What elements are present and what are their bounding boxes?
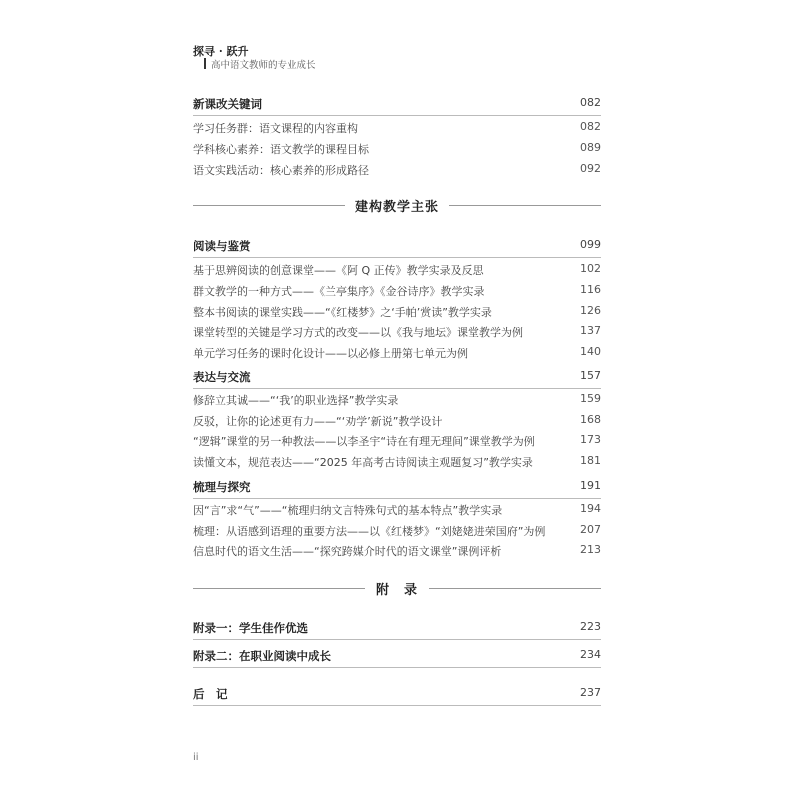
page-number: 137 bbox=[580, 324, 601, 337]
toc-entry[interactable] bbox=[193, 392, 601, 412]
part-rule-right bbox=[449, 205, 601, 206]
book-title: 探寻 · 跃升 bbox=[193, 45, 249, 58]
page-number: 181 bbox=[580, 454, 601, 467]
toc-section-new-curriculum[interactable] bbox=[193, 96, 601, 116]
toc-entry[interactable] bbox=[193, 543, 601, 563]
page-number: 082 bbox=[580, 120, 601, 133]
page-number: 140 bbox=[580, 345, 601, 358]
section-title: 附录一：学生佳作优选 bbox=[193, 621, 308, 635]
entry-title: 整本书阅读的课堂实践——“《红楼梦》之‘手帕’赏读”教学实录 bbox=[193, 306, 492, 319]
page-number: 082 bbox=[580, 96, 601, 109]
entry-title: “逻辑”课堂的另一种教法——以李圣宇“诗在有理无理间”课堂教学为例 bbox=[193, 435, 535, 448]
page-number: 159 bbox=[580, 392, 601, 405]
entry-title: 修辞立其诚——“‘我’的职业选择”教学实录 bbox=[193, 394, 399, 407]
entry-title: 因“言”求“气”——“梳理归纳文言特殊句式的基本特点”教学实录 bbox=[193, 504, 503, 517]
section-title: 阅读与鉴赏 bbox=[193, 239, 251, 253]
entry-title: 信息时代的语文生活——“探究跨媒介时代的语文课堂”课例评析 bbox=[193, 545, 502, 558]
page-number: 237 bbox=[580, 686, 601, 699]
page-number: 126 bbox=[580, 304, 601, 317]
entry-title: 学习任务群：语文课程的内容重构 bbox=[193, 122, 358, 135]
page-number: 089 bbox=[580, 141, 601, 154]
section-divider bbox=[193, 257, 601, 258]
section-divider bbox=[193, 705, 601, 706]
page-number: 191 bbox=[580, 479, 601, 492]
page-number: 092 bbox=[580, 162, 601, 175]
toc-entry[interactable] bbox=[193, 523, 601, 543]
section-divider bbox=[193, 667, 601, 668]
section-divider bbox=[193, 498, 601, 499]
toc-section-reading[interactable] bbox=[193, 238, 601, 258]
toc-entry[interactable] bbox=[193, 433, 601, 453]
toc-entry[interactable] bbox=[193, 324, 601, 344]
page-number: 213 bbox=[580, 543, 601, 556]
page-number: 168 bbox=[580, 413, 601, 426]
page-number: 194 bbox=[580, 502, 601, 515]
page-number: 223 bbox=[580, 620, 601, 633]
page-number: 234 bbox=[580, 648, 601, 661]
entry-title: 课堂转型的关键是学习方式的改变——以《我与地坛》课堂教学为例 bbox=[193, 326, 523, 339]
book-subtitle: 高中语文教师的专业成长 bbox=[211, 60, 316, 71]
section-divider bbox=[193, 115, 601, 116]
section-title: 附录二：在职业阅读中成长 bbox=[193, 649, 331, 663]
page-number: 207 bbox=[580, 523, 601, 536]
entry-title: 群文教学的一种方式——《兰亭集序》《金谷诗序》教学实录 bbox=[193, 285, 485, 298]
section-title: 新课改关键词 bbox=[193, 97, 262, 111]
part-rule-right bbox=[429, 588, 601, 589]
toc-section-afterword[interactable] bbox=[193, 686, 601, 706]
section-title: 梳理与探究 bbox=[193, 480, 251, 494]
toc-entry[interactable] bbox=[193, 304, 601, 324]
toc-entry[interactable] bbox=[193, 345, 601, 365]
folio-page-number: ii bbox=[193, 752, 199, 763]
toc-entry[interactable] bbox=[193, 502, 601, 522]
entry-title: 学科核心素养：语文教学的课程目标 bbox=[193, 143, 369, 156]
section-title: 后 记 bbox=[193, 687, 228, 701]
entry-title: 梳理：从语感到语理的重要方法——以《红楼梦》“刘姥姥进荣国府”为例 bbox=[193, 525, 546, 538]
part-heading bbox=[193, 579, 601, 599]
part-heading bbox=[193, 196, 601, 216]
toc-section-expression[interactable] bbox=[193, 369, 601, 389]
toc-entry[interactable] bbox=[193, 141, 601, 161]
part-title: 建构教学主张 bbox=[354, 200, 439, 215]
page-number: 102 bbox=[580, 262, 601, 275]
entry-title: 基于思辨阅读的创意课堂——《阿 Q 正传》教学实录及反思 bbox=[193, 264, 484, 277]
page-number: 157 bbox=[580, 369, 601, 382]
toc-entry[interactable] bbox=[193, 162, 601, 182]
toc-entry[interactable] bbox=[193, 120, 601, 140]
section-divider bbox=[193, 639, 601, 640]
entry-title: 语文实践活动：核心素养的形成路径 bbox=[193, 164, 369, 177]
page-number: 099 bbox=[580, 238, 601, 251]
toc-section-inquiry[interactable] bbox=[193, 479, 601, 499]
page-number: 116 bbox=[580, 283, 601, 296]
toc-section-appendix-1[interactable] bbox=[193, 620, 601, 640]
section-title: 表达与交流 bbox=[193, 370, 251, 384]
entry-title: 读懂文本，规范表达——“2025 年高考古诗阅读主观题复习”教学实录 bbox=[193, 456, 533, 469]
entry-title: 反驳，让你的论述更有力——“‘劝学’新说”教学设计 bbox=[193, 415, 443, 428]
part-title: 附 录 bbox=[375, 583, 418, 598]
toc-entry[interactable] bbox=[193, 454, 601, 474]
page-number: 173 bbox=[580, 433, 601, 446]
header-bar bbox=[204, 58, 206, 69]
toc-entry[interactable] bbox=[193, 262, 601, 282]
entry-title: 单元学习任务的课时化设计——以必修上册第七单元为例 bbox=[193, 347, 468, 360]
toc-section-appendix-2[interactable] bbox=[193, 648, 601, 668]
toc-entry[interactable] bbox=[193, 283, 601, 303]
toc-entry[interactable] bbox=[193, 413, 601, 433]
section-divider bbox=[193, 388, 601, 389]
